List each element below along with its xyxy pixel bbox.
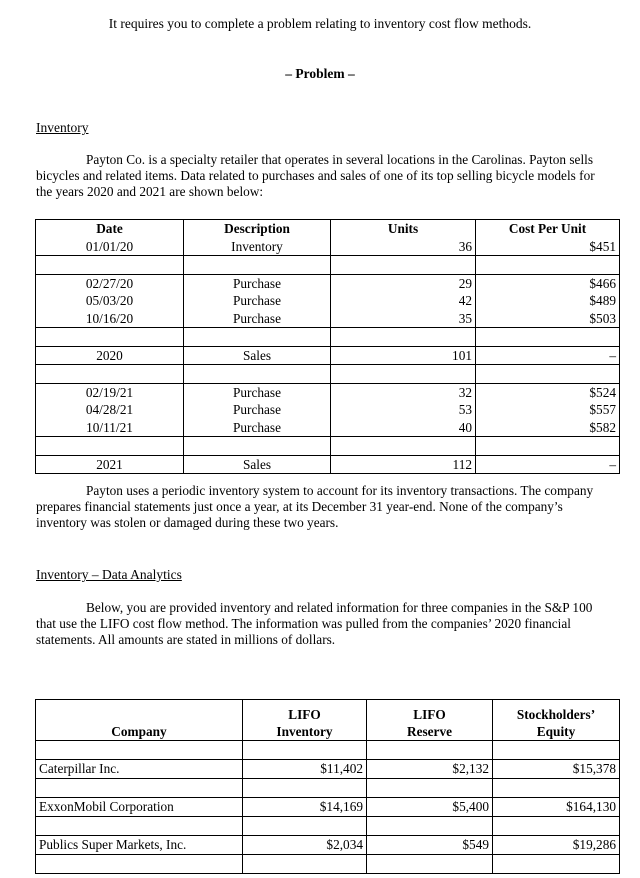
- cost-cell-value: –: [609, 347, 616, 363]
- units-cell-value: 101: [452, 347, 472, 363]
- date-cell-value: 10/16/20: [85, 310, 134, 326]
- cost-cell-value: $503: [589, 310, 616, 326]
- cost-cell: [476, 220, 620, 256]
- description-cell-value: Purchase: [233, 275, 281, 291]
- company-name-cell: Publics Super Markets, Inc.: [36, 836, 243, 855]
- empty-cell: [243, 817, 367, 836]
- units-cell: [331, 455, 476, 474]
- cost-cell: [476, 383, 620, 437]
- column-header-line: Stockholders’: [516, 707, 596, 722]
- units-cell-value: 35: [458, 310, 472, 326]
- spacer-row: [36, 817, 620, 836]
- column-header-line: Reserve: [406, 724, 453, 739]
- column-header: Cost Per Unit: [508, 221, 587, 236]
- spacer-row: [36, 741, 620, 760]
- lifo-reserve-cell: $549: [367, 836, 493, 855]
- column-header: [36, 700, 243, 741]
- spacer-row: [36, 328, 620, 347]
- cost-cell-value: $466: [589, 275, 616, 291]
- empty-cell: [184, 437, 331, 456]
- empty-cell: [36, 437, 184, 456]
- column-header-line: Inventory: [276, 724, 333, 739]
- empty-cell: [36, 256, 184, 275]
- units-cell-value: 29: [458, 275, 472, 291]
- column-header: [243, 700, 367, 741]
- empty-cell: [36, 741, 243, 760]
- data-analytics-paragraph: Below, you are provided inventory and related information for three companies in the S&P 100 that use the LIFO cost flow method. The information was pulled from the companies’ 2020 financial statements. All amounts are stated in millions of dollars.: [36, 600, 593, 647]
- empty-cell: [243, 855, 367, 874]
- spacer-row: [36, 779, 620, 798]
- description-cell-value: Sales: [242, 347, 272, 363]
- units-cell: [331, 220, 476, 256]
- intro-text: It requires you to complete a problem relating to inventory cost flow methods.: [108, 16, 532, 31]
- units-cell-value: 112: [452, 456, 472, 472]
- empty-cell: [36, 817, 243, 836]
- units-cell: [331, 346, 476, 365]
- cost-cell-value: $582: [589, 419, 616, 435]
- units-cell-value: 42: [458, 293, 472, 308]
- spacer-row: [36, 365, 620, 384]
- cost-cell-value: $489: [589, 293, 616, 308]
- empty-cell: [493, 741, 620, 760]
- empty-cell: [493, 855, 620, 874]
- lifo-inventory-cell: $2,034: [243, 836, 367, 855]
- description-cell: [184, 346, 331, 365]
- table-row: [36, 383, 620, 437]
- description-cell-value: Purchase: [233, 310, 281, 326]
- section-heading-data-analytics: Inventory – Data Analytics: [36, 567, 182, 582]
- stockholders-equity-cell: $164,130: [493, 798, 620, 817]
- date-cell: [36, 383, 184, 437]
- description-cell-value: Sales: [242, 456, 272, 472]
- empty-cell: [331, 256, 476, 275]
- table-row: [36, 455, 620, 474]
- units-cell-value: 32: [458, 384, 472, 400]
- spacer-row: [36, 855, 620, 874]
- empty-cell: [36, 855, 243, 874]
- cost-cell-value: –: [609, 456, 616, 472]
- description-cell-value: Purchase: [233, 293, 281, 308]
- inventory-transactions-table: [35, 219, 620, 474]
- empty-cell: [476, 437, 620, 456]
- date-cell: [36, 274, 184, 328]
- description-cell: [184, 274, 331, 328]
- units-cell-value: 40: [458, 419, 472, 435]
- units-cell-value: 36: [458, 238, 472, 254]
- units-cell-value: 53: [458, 402, 472, 417]
- empty-cell: [476, 256, 620, 275]
- cost-cell-value: $451: [589, 238, 616, 254]
- lifo-inventory-cell: $11,402: [243, 760, 367, 779]
- cost-cell-value: $524: [589, 384, 616, 400]
- description-cell: [184, 455, 331, 474]
- date-cell-value: 04/28/21: [85, 402, 134, 417]
- date-cell-value: 2021: [96, 456, 123, 472]
- empty-cell: [331, 328, 476, 347]
- empty-cell: [476, 365, 620, 384]
- column-header: [493, 700, 620, 741]
- stockholders-equity-cell: $19,286: [493, 836, 620, 855]
- column-header-line: Company: [111, 724, 167, 739]
- empty-cell: [367, 855, 493, 874]
- cost-cell: [476, 274, 620, 328]
- column-header: Units: [387, 221, 419, 236]
- description-cell: [184, 383, 331, 437]
- date-cell: [36, 220, 184, 256]
- units-cell: [331, 274, 476, 328]
- company-name-cell: ExxonMobil Corporation: [36, 798, 243, 817]
- inventory-paragraph: Payton Co. is a specialty retailer that operates in several locations in the Carolinas. Payton sells bicycles and related items. Data related to purchases and sales of one of its top selling bicycle models for the years 2020 and 2021 are shown below:: [36, 152, 595, 199]
- cost-cell: [476, 346, 620, 365]
- header-row: [36, 700, 620, 741]
- empty-cell: [476, 328, 620, 347]
- company-row: [36, 760, 620, 779]
- spacer-row: [36, 437, 620, 456]
- problem-title: – Problem –: [285, 66, 355, 81]
- empty-cell: [367, 817, 493, 836]
- column-header-line: LIFO: [288, 707, 321, 722]
- table-row: [36, 220, 620, 256]
- empty-cell: [367, 741, 493, 760]
- date-cell: [36, 346, 184, 365]
- empty-cell: [493, 779, 620, 798]
- lifo-reserve-cell: $5,400: [367, 798, 493, 817]
- table-row: [36, 346, 620, 365]
- lifo-inventory-cell: $14,169: [243, 798, 367, 817]
- column-header: Date: [96, 221, 123, 236]
- description-cell-value: Purchase: [233, 402, 281, 417]
- stockholders-equity-cell: $15,378: [493, 760, 620, 779]
- empty-cell: [184, 328, 331, 347]
- date-cell-value: 01/01/20: [85, 238, 134, 254]
- company-row: [36, 798, 620, 817]
- date-cell-value: 10/11/21: [86, 419, 133, 435]
- empty-cell: [243, 779, 367, 798]
- date-cell-value: 2020: [96, 347, 123, 363]
- description-cell: [184, 220, 331, 256]
- empty-cell: [243, 741, 367, 760]
- description-cell-value: Purchase: [233, 419, 281, 435]
- column-header-line: LIFO: [413, 707, 446, 722]
- empty-cell: [36, 328, 184, 347]
- spacer-row: [36, 256, 620, 275]
- company-row: [36, 836, 620, 855]
- table-row: [36, 274, 620, 328]
- cost-cell: [476, 455, 620, 474]
- units-cell: [331, 383, 476, 437]
- empty-cell: [493, 817, 620, 836]
- column-header: Description: [224, 221, 290, 236]
- date-cell-value: 05/03/20: [85, 293, 134, 308]
- section-heading-inventory: Inventory: [36, 120, 89, 135]
- lifo-reserve-cell: $2,132: [367, 760, 493, 779]
- empty-cell: [367, 779, 493, 798]
- empty-cell: [36, 779, 243, 798]
- periodic-system-paragraph: Payton uses a periodic inventory system to account for its inventory transactions. The company prepares financial statements just once a year, at its December 31 year-end. None of the company’s inventory was stolen or damaged during these two years.: [36, 483, 594, 530]
- empty-cell: [331, 365, 476, 384]
- date-cell: [36, 455, 184, 474]
- description-cell-value: Purchase: [233, 384, 281, 400]
- empty-cell: [331, 437, 476, 456]
- cost-cell-value: $557: [589, 402, 616, 417]
- date-cell-value: 02/27/20: [85, 275, 134, 291]
- empty-cell: [184, 365, 331, 384]
- company-name-cell: Caterpillar Inc.: [36, 760, 243, 779]
- lifo-companies-table: [35, 699, 620, 874]
- column-header: [367, 700, 493, 741]
- empty-cell: [36, 365, 184, 384]
- description-cell-value: Inventory: [231, 238, 283, 254]
- empty-cell: [184, 256, 331, 275]
- date-cell-value: 02/19/21: [85, 384, 134, 400]
- column-header-line: Equity: [536, 724, 576, 739]
